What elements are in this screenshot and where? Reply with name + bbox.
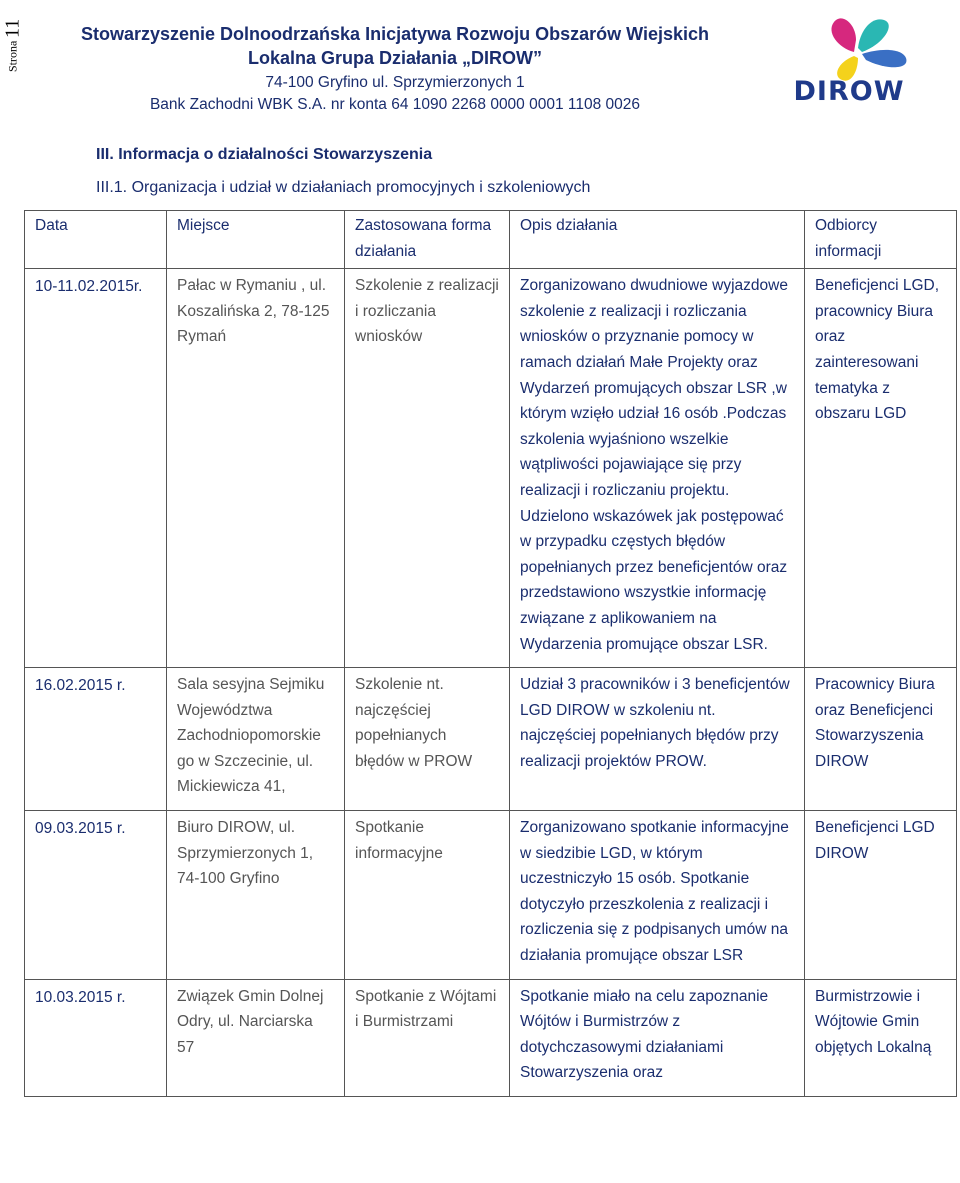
col-header-miejsce: Miejsce bbox=[167, 211, 345, 269]
section-subheading: III.1. Organizacja i udział w działaniach promocyjnych i szkoleniowych bbox=[96, 179, 591, 196]
org-name: Stowarzyszenie Dolnoodrzańska Inicjatywa Rozwoju Obszarów Wiejskich bbox=[81, 24, 709, 44]
col-header-forma: Zastosowana forma działania bbox=[345, 211, 510, 269]
table-header-row bbox=[25, 211, 957, 269]
cell-form: Szkolenie z realizacji i rozliczania wniosków bbox=[345, 269, 510, 668]
cell-date: 10-11.02.2015r. bbox=[25, 269, 167, 668]
cell-description: Zorganizowano spotkanie informacyjne w siedzibie LGD, w którym uczestniczyło 15 osób. Spotkanie dotyczyło przeszkolenia z realizacji i rozliczenia się z podpisanych umów na działania promujące obszar LSR bbox=[510, 811, 805, 980]
cell-place: Pałac w Rymaniu , ul. Koszalińska 2, 78-125 Rymań bbox=[167, 269, 345, 668]
letterhead bbox=[45, 22, 745, 116]
cell-form: Spotkanie z Wójtami i Burmistrzami bbox=[345, 979, 510, 1096]
col-header-data: Data bbox=[25, 211, 167, 269]
logo-petal-pink bbox=[831, 18, 856, 52]
table-row bbox=[25, 979, 957, 1096]
bank-account: Bank Zachodni WBK S.A. nr konta 64 1090 2268 0000 0001 1108 0026 bbox=[149, 96, 641, 113]
activities-table bbox=[24, 210, 957, 1097]
cell-date: 10.03.2015 r. bbox=[25, 979, 167, 1096]
col-header-odbiorcy: Odbiorcy informacji bbox=[805, 211, 957, 269]
col-header-opis: Opis działania bbox=[510, 211, 805, 269]
cell-description: Udział 3 pracowników i 3 beneficjentów LGD DIROW w szkoleniu nt. najczęściej popełnianych błędów przy realizacji projektów PROW. bbox=[510, 668, 805, 811]
cell-place: Związek Gmin Dolnej Odry, ul. Narciarska 57 bbox=[167, 979, 345, 1096]
cell-recipients: Pracownicy Biura oraz Beneficjenci Stowarzyszenia DIROW bbox=[805, 668, 957, 811]
lgd-name: Lokalna Grupa Działania „DIROW” bbox=[247, 48, 543, 68]
cell-place: Sala sesyjna Sejmiku Województwa Zachodniopomorskie go w Szczecinie, ul. Mickiewicza 41, bbox=[167, 668, 345, 811]
page-number-label: Strona bbox=[5, 40, 20, 72]
page-number-value: 11 bbox=[1, 18, 24, 38]
dirow-logo bbox=[776, 4, 926, 104]
cell-description: Zorganizowano dwudniowe wyjazdowe szkolenie z realizacji i rozliczania wniosków o przyznanie pomocy w ramach działań Małe Projekty oraz Wydarzeń promujących obszar LSR ,w którym wzięło udział 16 osób .Podczas szkolenia wyjaśniono wszelkie wątpliwości pojawiające się przy realizacji i rozliczaniu projektu. Udzielono wskazówek jak postępować w przypadku częstych błędów popełnianych przez beneficjentów oraz przedstawiono wszystkie informację związane z aplikowaniem na Wydarzenia promujące obszar LSR. bbox=[510, 269, 805, 668]
address: 74-100 Gryfino ul. Sprzymierzonych 1 bbox=[265, 74, 525, 91]
cell-date: 16.02.2015 r. bbox=[25, 668, 167, 811]
cell-place: Biuro DIROW, ul. Sprzymierzonych 1, 74-100 Gryfino bbox=[167, 811, 345, 980]
table-row bbox=[25, 269, 957, 668]
cell-recipients: Beneficjenci LGD, pracownicy Biura oraz zainteresowani tematyka z obszaru LGD bbox=[805, 269, 957, 668]
table-row bbox=[25, 668, 957, 811]
cell-recipients: Beneficjenci LGD DIROW bbox=[805, 811, 957, 980]
logo-text: DIROW bbox=[793, 76, 905, 104]
logo-petal-teal bbox=[858, 19, 889, 52]
cell-form: Szkolenie nt. najczęściej popełnianych błędów w PROW bbox=[345, 668, 510, 811]
cell-description: Spotkanie miało na celu zapoznanie Wójtów i Burmistrzów z dotychczasowymi działaniami Stowarzyszenia oraz bbox=[510, 979, 805, 1096]
cell-date: 09.03.2015 r. bbox=[25, 811, 167, 980]
section-heading: III. Informacja o działalności Stowarzyszenia bbox=[96, 146, 433, 163]
logo-petal-blue bbox=[862, 50, 906, 67]
cell-recipients: Burmistrzowie i Wójtowie Gmin objętych Lokalną bbox=[805, 979, 957, 1096]
cell-form: Spotkanie informacyjne bbox=[345, 811, 510, 980]
page-number bbox=[2, 2, 24, 72]
table-row bbox=[25, 811, 957, 980]
